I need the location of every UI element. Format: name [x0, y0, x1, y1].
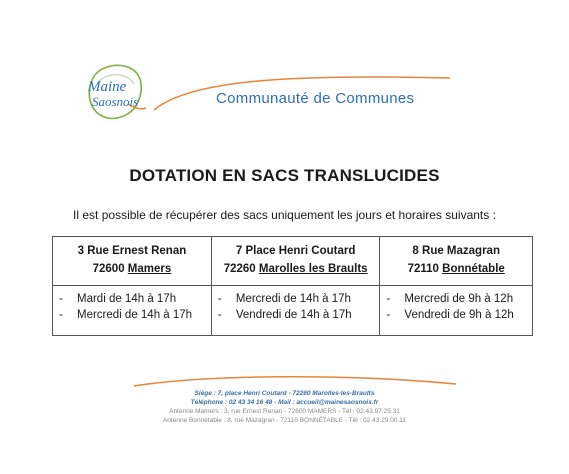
site-locality: 72110 Bonnétable [407, 263, 505, 275]
schedule-slot: - Mercredi de 14h à 17h [217, 293, 351, 305]
footer-phone-mail: Téléphone : 02 43 34 16 48 - Mail : accueil@mainesaosnois.fr [190, 399, 379, 406]
intro-text: Il est possible de récupérer des sacs uniquement les jours et horaires suivants : [73, 208, 496, 222]
site-address: 8 Rue Mazagran [412, 245, 500, 257]
schedule-slot: - Vendredi de 9h à 12h [386, 309, 514, 321]
site-locality: 72600 Mamers [92, 263, 172, 275]
site-schedule-marolles [211, 286, 380, 336]
page-title: DOTATION EN SACS TRANSLUCIDES [129, 166, 440, 185]
logo-text-maine: Maine [88, 79, 127, 95]
site-header-bonnetable [380, 237, 533, 286]
schedule-slot: - Mardi de 14h à 17h [59, 293, 177, 305]
site-locality: 72260 Marolles les Braults [223, 263, 368, 275]
site-address: 7 Place Henri Coutard [235, 245, 356, 257]
maine-saosnois-logo [78, 58, 158, 128]
site-schedule-mamers [53, 286, 212, 336]
site-header-marolles [211, 237, 380, 286]
footer-head-office: Siège : 7, place Henri Coutard - 72260 Marolles-les-Braults [194, 390, 375, 397]
footer-antenna-mamers: Antenne Mamers : 3, rue Ernest Renan - 72600 MAMERS - Tél : 02.43.97.25.31 [169, 408, 400, 415]
site-header-mamers [53, 237, 212, 286]
site-address: 3 Rue Ernest Renan [77, 245, 187, 257]
schedule-slot: - Mercredi de 14h à 17h [59, 309, 193, 321]
footer-antenna-bonnetable: Antenne Bonnétable : 8, rue Mazagran - 72110 BONNÉTABLE - Tél : 02.43.29.00.11 [162, 417, 407, 424]
logo-text-saosnois: Saosnois [92, 94, 139, 109]
site-schedule-bonnetable [380, 286, 533, 336]
collection-points-table [52, 236, 533, 336]
schedule-slot: - Vendredi de 14h à 17h [217, 309, 352, 321]
org-name: Communauté de Communes [216, 90, 415, 107]
footer-contact [0, 389, 569, 425]
schedule-slot: - Mercredi de 9h à 12h [386, 293, 514, 305]
